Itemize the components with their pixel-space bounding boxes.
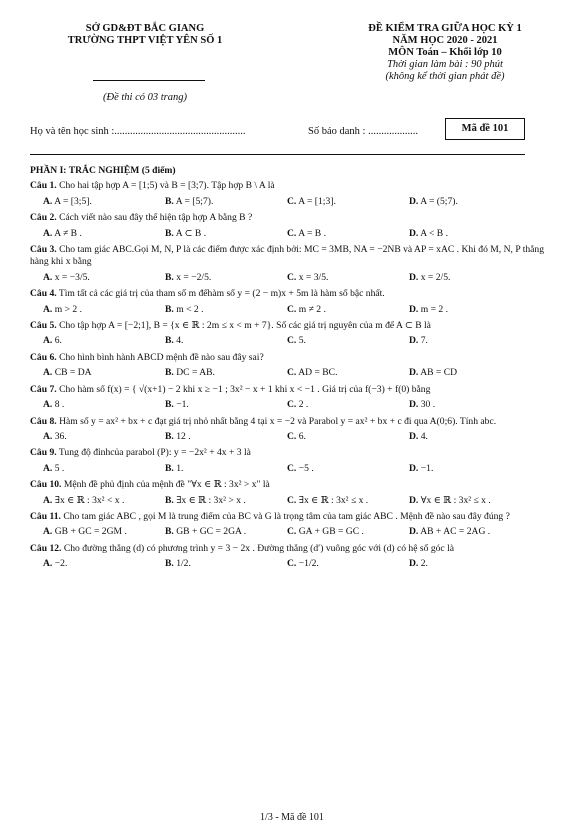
option-text: 1.: [176, 462, 184, 474]
answer-option[interactable]: [165, 335, 287, 347]
answer-option[interactable]: [287, 335, 409, 347]
answer-option[interactable]: [287, 558, 409, 570]
exam-title: ĐỀ KIỂM TRA GIỮA HỌC KỲ 1: [368, 23, 522, 34]
question-11: [30, 511, 545, 523]
question-number: Câu 8.: [30, 415, 57, 427]
option-letter: A.: [43, 271, 53, 283]
question-number: Câu 10.: [30, 479, 62, 491]
answer-options: [43, 196, 545, 208]
option-letter: D.: [409, 367, 419, 379]
option-letter: D.: [409, 195, 419, 207]
option-text: 30 .: [420, 399, 436, 411]
option-text: GA + GB = GC .: [298, 526, 364, 538]
answer-option[interactable]: [165, 399, 287, 411]
answer-options: [43, 304, 545, 316]
option-text: −1/2.: [298, 558, 319, 570]
option-letter: D.: [409, 430, 419, 442]
answer-option[interactable]: [409, 495, 531, 507]
question-9: [30, 447, 545, 459]
option-letter: B.: [165, 462, 174, 474]
option-text: 4.: [420, 430, 428, 442]
question-number: Câu 1.: [30, 180, 57, 192]
question-number: Câu 7.: [30, 383, 57, 395]
option-letter: A.: [43, 462, 53, 474]
question-text: Cho tam giác ABC.Gọi M, N, P là các điểm được xác định bởi: MC = 3MB, NA = −2NB và AP = xAC . Khi đó M, N, P thẳng hàng khi x bằng: [30, 244, 545, 268]
answer-option[interactable]: [409, 399, 531, 411]
answer-option[interactable]: [165, 495, 287, 507]
answer-options: [43, 335, 545, 347]
answer-option[interactable]: [287, 399, 409, 411]
question-8: [30, 416, 545, 428]
option-text: 8 .: [54, 399, 65, 411]
answer-options: [43, 272, 545, 284]
student-id-line: Số báo danh : ...................: [308, 126, 418, 137]
answer-option[interactable]: [409, 304, 531, 316]
answer-options: [43, 399, 545, 411]
answer-option[interactable]: [43, 526, 165, 538]
option-text: A ⊂ B .: [175, 227, 207, 239]
option-letter: A.: [43, 195, 53, 207]
answer-options: [43, 431, 545, 443]
department-name: SỞ GD&ĐT BẮC GIANG: [85, 23, 205, 34]
option-text: 2 .: [298, 399, 309, 411]
option-letter: B.: [165, 271, 174, 283]
answer-options: [43, 463, 545, 475]
answer-option[interactable]: [165, 463, 287, 475]
answer-option[interactable]: [409, 196, 531, 208]
exam-time-note: (không kể thời gian phát đề): [385, 71, 505, 82]
option-text: −2.: [54, 558, 68, 570]
question-5: [30, 320, 545, 332]
question-2: [30, 212, 545, 224]
question-number: Câu 6.: [30, 351, 57, 363]
option-letter: B.: [165, 558, 174, 570]
answer-option[interactable]: [43, 463, 165, 475]
question-text: Tung độ đỉnhcủa parabol (P): y = −2x² + 4x + 3 là: [58, 447, 251, 459]
header-divider: [93, 80, 205, 81]
question-12: [30, 543, 545, 555]
option-text: ∀x ∈ ℝ : 3x² ≤ x .: [420, 494, 491, 506]
answer-options: [43, 367, 545, 379]
subject: MÔN Toán – Khối lớp 10: [388, 47, 502, 58]
option-text: −1.: [420, 462, 434, 474]
question-text: Cho hình bình hành ABCD mệnh đề nào sau đây sai?: [59, 351, 264, 363]
question-text: Cho tập hợp A = [−2;1], B = {x ∈ ℝ : 2m ≤ x < m + 7}. Số các giá trị nguyên của m để A ⊂ B là: [59, 320, 431, 332]
answer-option[interactable]: [165, 431, 287, 443]
question-text: Mệnh đề phủ định của mệnh đề "∀x ∈ ℝ : 3x² > x" là: [63, 479, 270, 491]
option-letter: D.: [409, 494, 419, 506]
option-letter: A.: [43, 399, 53, 411]
option-text: A = B .: [298, 227, 327, 239]
option-letter: A.: [43, 526, 53, 538]
option-text: 7.: [420, 335, 428, 347]
option-letter: C.: [287, 227, 297, 239]
option-letter: B.: [165, 399, 174, 411]
option-letter: C.: [287, 335, 297, 347]
answer-option[interactable]: [409, 431, 531, 443]
option-letter: D.: [409, 271, 419, 283]
option-letter: C.: [287, 271, 297, 283]
option-text: x = −2/5.: [176, 271, 212, 283]
option-letter: D.: [409, 227, 419, 239]
option-letter: B.: [165, 430, 174, 442]
option-text: m < 2 .: [176, 303, 204, 315]
option-letter: C.: [287, 195, 297, 207]
option-letter: D.: [409, 303, 419, 315]
answer-option[interactable]: [409, 272, 531, 284]
option-text: 6.: [298, 430, 306, 442]
option-text: AB + AC = 2AG .: [420, 526, 491, 538]
option-letter: B.: [165, 195, 174, 207]
question-6: [30, 352, 545, 364]
exam-code-box: Mã đề 101: [445, 118, 525, 140]
question-text: Cách viết nào sau đây thể hiện tập hợp A bằng B ?: [59, 212, 253, 224]
option-text: A = [3;5].: [54, 195, 92, 207]
option-letter: C.: [287, 430, 297, 442]
option-letter: C.: [287, 526, 297, 538]
option-letter: C.: [287, 462, 297, 474]
option-letter: A.: [43, 430, 53, 442]
question-list: [30, 180, 545, 570]
answer-option[interactable]: [43, 431, 165, 443]
answer-option[interactable]: [43, 495, 165, 507]
option-letter: C.: [287, 494, 297, 506]
answer-option[interactable]: [409, 526, 531, 538]
question-number: Câu 4.: [30, 288, 57, 300]
pages-note: (Đề thi có 03 trang): [103, 92, 187, 103]
answer-option[interactable]: [165, 272, 287, 284]
option-letter: A.: [43, 303, 53, 315]
question-text: Cho hai tập hợp A = [1;5) và B = [3;7). Tập hợp B \ A là: [59, 180, 275, 192]
answer-option[interactable]: [409, 228, 531, 240]
answer-option[interactable]: [287, 196, 409, 208]
option-letter: A.: [43, 558, 53, 570]
question-number: Câu 3.: [30, 244, 57, 256]
answer-option[interactable]: [165, 228, 287, 240]
answer-option[interactable]: [287, 431, 409, 443]
option-text: AD = BC.: [298, 367, 338, 379]
question-number: Câu 2.: [30, 212, 57, 224]
answer-option[interactable]: [409, 367, 531, 379]
answer-option[interactable]: [43, 196, 165, 208]
option-text: x = 2/5.: [420, 271, 451, 283]
option-text: 12 .: [176, 430, 191, 442]
question-text: Tìm tất cả các giá trị của tham số m đểhàm số y = (2 − m)x + 5m là hàm số bậc nhất.: [58, 288, 385, 300]
answer-option[interactable]: [287, 463, 409, 475]
option-text: A = [1;3].: [298, 195, 336, 207]
page-footer: 1/3 - Mã đề 101: [260, 812, 324, 823]
option-letter: A.: [43, 494, 53, 506]
question-number: Câu 9.: [30, 447, 57, 459]
section-divider: [30, 154, 525, 155]
option-letter: C.: [287, 399, 297, 411]
option-letter: A.: [43, 367, 53, 379]
option-text: A < B .: [420, 227, 449, 239]
option-text: CB = DA: [54, 367, 92, 379]
student-name-line: Họ và tên học sinh :..................................................: [30, 126, 246, 137]
option-text: ∃x ∈ ℝ : 3x² ≤ x .: [298, 494, 369, 506]
answer-option[interactable]: [287, 495, 409, 507]
option-text: A ≠ B .: [54, 227, 82, 239]
option-text: 36.: [54, 430, 67, 442]
part-title: PHẦN I: TRẮC NGHIỆM (5 điểm): [30, 165, 176, 176]
answer-option[interactable]: [165, 526, 287, 538]
option-letter: D.: [409, 335, 419, 347]
question-4: [30, 288, 545, 300]
answer-option[interactable]: [43, 335, 165, 347]
option-text: 6.: [54, 335, 62, 347]
option-letter: C.: [287, 303, 297, 315]
answer-option[interactable]: [43, 399, 165, 411]
option-letter: C.: [287, 558, 297, 570]
answer-option[interactable]: [287, 272, 409, 284]
questions-area: [30, 165, 545, 575]
option-letter: B.: [165, 335, 174, 347]
answer-option[interactable]: [409, 463, 531, 475]
option-letter: B.: [165, 367, 174, 379]
answer-option[interactable]: [43, 367, 165, 379]
question-3: [30, 244, 545, 269]
option-text: DC = AB.: [176, 367, 215, 379]
option-letter: D.: [409, 399, 419, 411]
option-text: 2.: [420, 558, 428, 570]
option-text: x = −3/5.: [54, 271, 90, 283]
answer-option[interactable]: [165, 304, 287, 316]
school-header: [30, 23, 260, 47]
answer-option[interactable]: [43, 272, 165, 284]
option-text: −5 .: [298, 462, 314, 474]
answer-option[interactable]: [409, 335, 531, 347]
option-letter: B.: [165, 494, 174, 506]
option-text: m > 2 .: [54, 303, 82, 315]
option-text: ∃x ∈ ℝ : 3x² > x .: [176, 494, 246, 506]
option-text: x = 3/5.: [298, 271, 329, 283]
school-name: TRƯỜNG THPT VIỆT YÊN SỐ 1: [67, 35, 223, 46]
answer-option[interactable]: [409, 558, 531, 570]
option-text: GB + GC = 2GA .: [176, 526, 247, 538]
question-text: Cho tam giác ABC , gọi M là trung điểm của BC và G là trọng tâm của tam giác ABC . Mệnh đề nào sau đây đúng ?: [63, 510, 510, 522]
option-text: −1.: [176, 399, 189, 411]
option-text: 5 .: [54, 462, 65, 474]
answer-options: [43, 526, 545, 538]
question-number: Câu 12.: [30, 542, 62, 554]
question-1: [30, 180, 545, 192]
option-letter: D.: [409, 558, 419, 570]
answer-option[interactable]: [165, 196, 287, 208]
option-letter: A.: [43, 227, 53, 239]
answer-option[interactable]: [165, 558, 287, 570]
question-text: Hàm số y = ax² + bx + c đạt giá trị nhỏ nhất bằng 4 tại x = −2 và Parabol y = ax² + bx + c đi qua A(0;6). Tính abc.: [59, 415, 497, 427]
option-text: A = [5;7).: [175, 195, 214, 207]
answer-option[interactable]: [165, 367, 287, 379]
answer-options: [43, 228, 545, 240]
answer-option[interactable]: [43, 304, 165, 316]
option-text: 1/2.: [176, 558, 191, 570]
option-letter: C.: [287, 367, 297, 379]
answer-options: [43, 558, 545, 570]
question-number: Câu 5.: [30, 320, 57, 332]
answer-option[interactable]: [287, 526, 409, 538]
option-text: m = 2 .: [420, 303, 448, 315]
school-year: NĂM HỌC 2020 - 2021: [392, 35, 498, 46]
question-text: Cho đường thẳng (d) có phương trình y = 3 − 2x . Đường thẳng (d′) vuông góc với (d) có hệ số góc là: [63, 542, 454, 554]
question-7: [30, 384, 545, 396]
answer-option[interactable]: [287, 304, 409, 316]
option-letter: B.: [165, 227, 174, 239]
answer-option[interactable]: [43, 228, 165, 240]
option-letter: D.: [409, 526, 419, 538]
option-letter: D.: [409, 462, 419, 474]
option-text: A = (5;7).: [420, 195, 458, 207]
option-text: 4.: [176, 335, 184, 347]
answer-options: [43, 495, 545, 507]
answer-option[interactable]: [43, 558, 165, 570]
question-10: [30, 479, 545, 491]
answer-option[interactable]: [287, 228, 409, 240]
option-text: AB = CD: [420, 367, 458, 379]
option-letter: B.: [165, 526, 174, 538]
option-text: m ≠ 2 .: [298, 303, 326, 315]
option-letter: A.: [43, 335, 53, 347]
option-text: ∃x ∈ ℝ : 3x² < x .: [54, 494, 125, 506]
exam-header: [322, 23, 568, 83]
answer-option[interactable]: [287, 367, 409, 379]
question-number: Câu 11.: [30, 510, 61, 522]
option-letter: B.: [165, 303, 174, 315]
exam-time: Thời gian làm bài : 90 phút: [387, 59, 503, 70]
option-text: GB + GC = 2GM .: [54, 526, 127, 538]
question-text: Cho hàm số f(x) = { √(x+1) − 2 khi x ≥ −1 ; 3x² − x + 1 khi x < −1 . Giá trị của f(−3) + f(0) bằng: [59, 383, 431, 395]
option-text: 5.: [298, 335, 306, 347]
